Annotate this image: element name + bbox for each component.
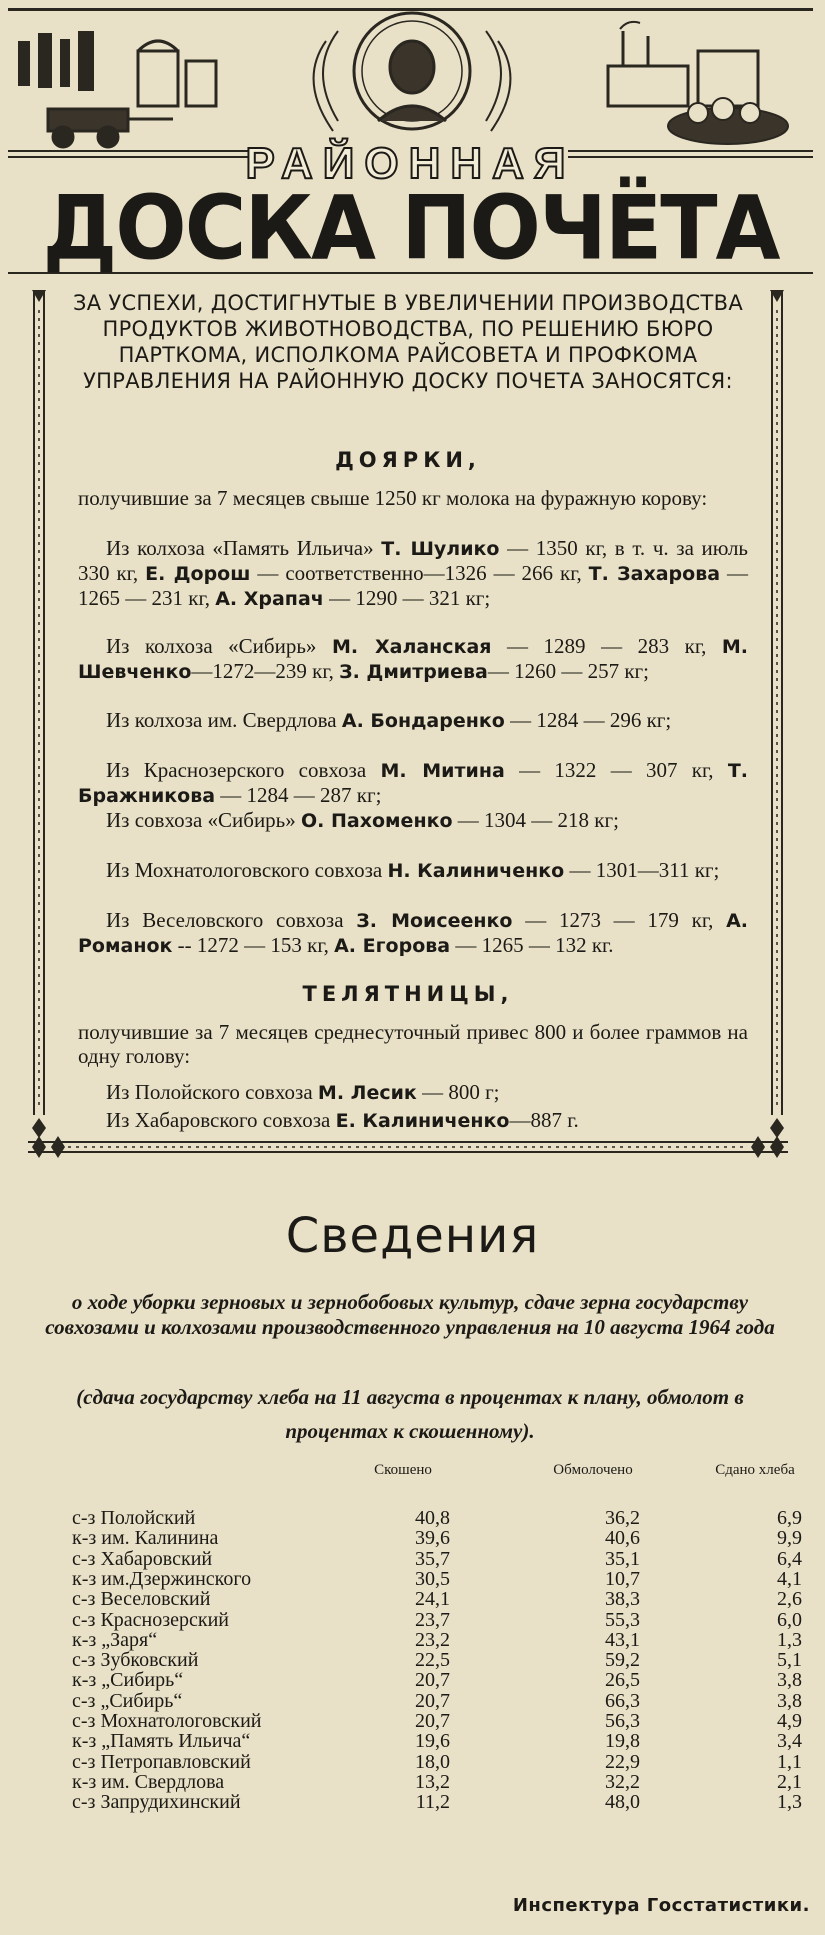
farm-name: с-з Полойский — [72, 1507, 196, 1529]
banner-subtitle: РАЙОННАЯ — [245, 139, 576, 188]
table-row — [72, 1752, 802, 1772]
mown-percent: 23,7 — [415, 1608, 450, 1631]
threshed-percent: 55,3 — [605, 1608, 640, 1631]
mown-percent: 22,5 — [415, 1649, 450, 1672]
delivered-percent: 1,1 — [777, 1750, 802, 1773]
mown-percent: 20,7 — [415, 1669, 450, 1692]
milkmaid-entry: Из Краснозерского совхоза М. Митина — 1322 — 307 кг, Т. Бражникова — 1284 — 287 кг; — [78, 758, 748, 807]
threshed-percent: 56,3 — [605, 1710, 640, 1732]
milkmaid-entry: Из колхоза «Сибирь» М. Халанская — 1289 — 283 кг, М. Шевченко—1272—239 кг, З. Дмитриева— 1260 — 257 кг; — [78, 634, 748, 683]
farm-name: к-з „Заря“ — [72, 1628, 158, 1651]
column-header-threshed: Обмолочено — [553, 1462, 633, 1478]
column-header-mown: Скошено — [374, 1462, 432, 1478]
mown-percent: 35,7 — [415, 1547, 450, 1570]
delivered-percent: 4,9 — [777, 1710, 802, 1732]
threshed-percent: 48,0 — [605, 1791, 640, 1814]
farm-name: к-з им. Свердлова — [72, 1770, 225, 1793]
farm-name: с-з Краснозерский — [72, 1608, 230, 1631]
milkmaid-entry: Из совхоза «Сибирь» О. Пахоменко — 1304 — 218 кг; — [106, 808, 619, 832]
table-row — [72, 1528, 802, 1548]
delivered-percent: 2,6 — [777, 1588, 802, 1611]
mown-percent: 18,0 — [415, 1750, 450, 1773]
mown-percent: 20,7 — [415, 1689, 450, 1712]
farm-name: с-з Петропавловский — [72, 1750, 251, 1773]
threshed-percent: 43,1 — [605, 1628, 640, 1651]
farm-name: с-з Веселовский — [72, 1588, 211, 1611]
farm-name: к-з им. Калинина — [72, 1527, 219, 1550]
delivered-percent: 9,9 — [777, 1527, 802, 1550]
calf-tender-entry: Из Полойского совхоза М. Лесик — 800 г; — [106, 1080, 500, 1104]
calf-tenders-criterion: получившие за 7 месяцев среднесуточный привес 800 и более граммов на одну голову: — [78, 1020, 748, 1068]
report-title: Сведения — [285, 1208, 540, 1264]
farm-name: с-з Зубковский — [72, 1649, 199, 1672]
calf-tender-entry: Из Хабаровского совхоза Е. Калиниченко—887 г. — [106, 1108, 579, 1132]
tree-icon — [18, 31, 94, 91]
threshed-percent: 22,9 — [605, 1750, 640, 1773]
milkmaid-entry: Из колхоза им. Свердлова А. Бондаренко — 1284 — 296 кг; — [106, 708, 672, 732]
mown-percent: 39,6 — [415, 1527, 450, 1550]
mown-percent: 20,7 — [415, 1710, 450, 1732]
column-header-delivered: Сдано хлеба — [715, 1462, 795, 1478]
threshed-percent: 38,3 — [605, 1588, 640, 1611]
mown-percent: 24,1 — [415, 1588, 450, 1611]
calf-tenders-heading: ТЕЛЯТНИЦЫ, — [302, 982, 514, 1006]
table-row — [72, 1691, 802, 1711]
delivered-percent: 6,9 — [777, 1507, 802, 1529]
farm-name: с-з Хабаровский — [72, 1547, 213, 1570]
threshed-percent: 66,3 — [605, 1689, 640, 1712]
threshed-percent: 40,6 — [605, 1527, 640, 1550]
threshed-percent: 26,5 — [605, 1669, 640, 1692]
delivered-percent: 1,3 — [777, 1628, 802, 1651]
delivered-percent: 3,8 — [777, 1689, 802, 1712]
portrait-medallion — [354, 13, 470, 129]
delivered-percent: 6,0 — [777, 1608, 802, 1631]
table-row — [72, 1589, 802, 1609]
factory-icon — [608, 22, 758, 106]
honor-board-frame — [28, 290, 788, 1160]
delivered-percent: 3,8 — [777, 1669, 802, 1692]
report-note: (сдача государству хлеба на 11 августа в процентах к плану, обмолот в процентах к скошенному). — [76, 1385, 744, 1443]
delivered-percent: 1,3 — [777, 1791, 802, 1814]
farm-name: с-з Мохнатологовский — [72, 1710, 262, 1732]
grain-silo-icon — [138, 41, 216, 106]
table-row — [72, 1792, 802, 1812]
milkmaid-entry: Из Веселовского совхоза З. Моисеенко — 1273 — 179 кг, А. Романок -- 1272 — 153 кг, А. Егорова — 1265 — 132 кг. — [78, 908, 748, 957]
threshed-percent: 32,2 — [605, 1770, 640, 1793]
mown-percent: 13,2 — [415, 1770, 450, 1793]
honor-board-banner — [8, 8, 813, 279]
signature: Инспектура Госстатистики. — [512, 1895, 810, 1916]
delivered-percent: 5,1 — [777, 1649, 802, 1672]
table-row — [72, 1630, 802, 1650]
mown-percent: 11,2 — [415, 1791, 450, 1814]
milkmaid-entry: Из колхоза «Память Ильича» Т. Шулико — 1350 кг, в т. ч. за июль 330 кг, Е. Дорош — соответственно—1326 — 266 кг, Т. Захарова — 1265 — 231 кг, А. Храпач — 1290 — 321 кг; — [78, 536, 749, 610]
farm-name: с-з Запрудихинский — [72, 1791, 241, 1814]
delivered-percent: 6,4 — [777, 1547, 802, 1570]
table-row — [72, 1711, 802, 1731]
threshed-percent: 36,2 — [605, 1507, 640, 1529]
farm-name: к-з „Память Ильича“ — [72, 1730, 251, 1753]
table-row — [72, 1569, 802, 1589]
mown-percent: 19,6 — [415, 1730, 450, 1753]
milkmaids-criterion: получившие за 7 месяцев свыше 1250 кг молока на фуражную корову: — [78, 486, 708, 510]
threshed-percent: 10,7 — [605, 1567, 640, 1590]
banner-title: ДОСКА ПОЧЁТА — [42, 176, 779, 280]
table-row — [72, 1549, 802, 1569]
delivered-percent: 3,4 — [777, 1730, 802, 1753]
board-intro: ЗА УСПЕХИ, ДОСТИГНУТЫЕ В УВЕЛИЧЕНИИ ПРОИЗВОДСТВА ПРОДУКТОВ ЖИВОТНОВОДСТВА, ПО РЕШЕНИЮ БЮРО ПАРТКОМА, ИСПОЛКОМА РАЙСОВЕТА И ПРОФКОМА УПРАВЛЕНИЯ НА РАЙОННУЮ ДОСКУ ПОЧЕТА ЗАНОСЯТСЯ: — [72, 291, 744, 393]
milkmaid-entry: Из Мохнатологовского совхоза Н. Калиниченко — 1301—311 кг; — [106, 858, 720, 882]
mown-percent: 30,5 — [415, 1567, 450, 1590]
farm-name: с-з „Сибирь“ — [72, 1689, 183, 1712]
milkmaids-heading: ДОЯРКИ, — [335, 448, 481, 472]
farm-name: к-з им.Дзержинского — [72, 1567, 252, 1590]
mown-percent: 40,8 — [415, 1507, 450, 1529]
mown-percent: 23,2 — [415, 1628, 450, 1651]
delivered-percent: 2,1 — [777, 1770, 802, 1793]
table-row — [72, 1670, 802, 1690]
report-subtitle: о ходе уборки зерновых и зернобобовых культур, сдаче зерна государству совхозами и колхозами производственного управления на 10 августа 1964 года — [45, 1290, 775, 1339]
threshed-percent: 59,2 — [605, 1649, 640, 1672]
threshed-percent: 19,8 — [605, 1730, 640, 1753]
threshed-percent: 35,1 — [605, 1547, 640, 1570]
table-row — [72, 1731, 802, 1751]
table-row — [72, 1610, 802, 1630]
delivered-percent: 4,1 — [777, 1567, 802, 1590]
table-row — [72, 1772, 802, 1792]
farm-name: к-з „Сибирь“ — [72, 1669, 184, 1692]
table-row — [72, 1508, 802, 1528]
table-row — [72, 1650, 802, 1670]
